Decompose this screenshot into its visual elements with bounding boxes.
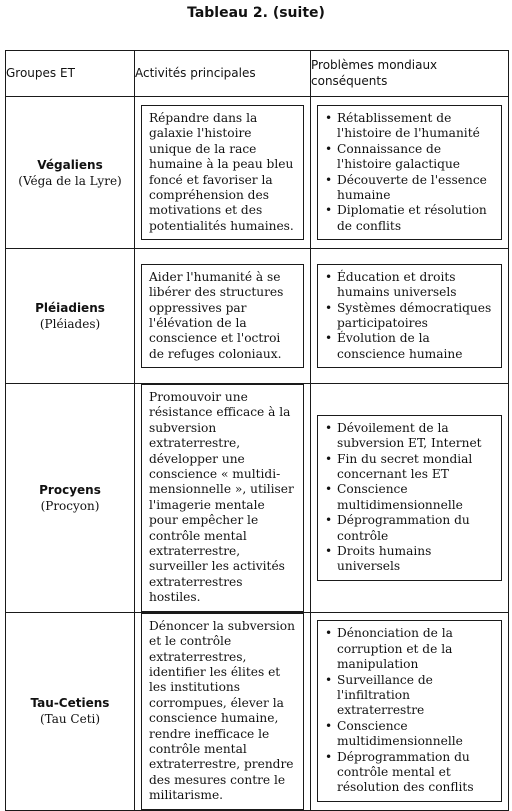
group-cell: [6, 97, 135, 249]
list-item: • Dénonciation de la corruption et de la manipulation: [325, 626, 494, 672]
list-item: • Systèmes démocratiques participatoires: [325, 301, 494, 332]
activity-text: Promouvoir une résistance efficace à la subversion extraterrestre, développer une conscience « multidi-mensionnelle », utiliser l'imagerie mentale pour empêcher le contrôle mental extraterrestre, surveiller les activités extraterrestres hostiles.: [141, 384, 304, 612]
list-item: • Rétablissement de l'histoire de l'humanité: [325, 111, 494, 142]
list-item: • Déprogrammation du contrôle mental et résolution des conflits: [325, 750, 494, 796]
header-activities: Activités principales: [135, 51, 311, 97]
group-name: Tau-Cetiens: [30, 696, 110, 711]
table-row: [6, 249, 509, 384]
list-item: • Droits humains universels: [325, 544, 494, 575]
group-origin: (Procyon): [40, 498, 100, 513]
group-cell: [6, 612, 135, 810]
table-row: [6, 612, 509, 810]
header-groups: Groupes ET: [6, 51, 135, 97]
list-item: • Éducation et droits humains universels: [325, 270, 494, 301]
group-name: Pléiadiens: [35, 301, 105, 315]
problems-cell: [311, 612, 509, 810]
problems-list: [325, 270, 494, 362]
table-title: Tableau 2. (suite): [187, 5, 325, 21]
list-item: • Connaissance de l'histoire galactique: [325, 142, 494, 173]
problems-list: [325, 626, 494, 795]
header-row: [6, 51, 509, 97]
problems-cell: [311, 384, 509, 613]
list-item: • Dévoilement de la subversion ET, Internet: [325, 421, 494, 452]
header-problems: Problèmes mondiaux conséquents: [311, 51, 509, 97]
list-item: • Fin du secret mondial concernant les ET: [325, 452, 494, 483]
table-row: [6, 384, 509, 613]
problems-list: [325, 421, 494, 575]
activity-cell: [135, 384, 311, 613]
list-item: • Évolution de la conscience humaine: [325, 331, 494, 362]
activity-text: Dénoncer la subversion et le contrôle extraterrestres, identifier les élites et les institutions corrompues, élever la conscience humaine, rendre inefficace le contrôle mental extraterrestre, prendre des mesures contre le militarisme.: [141, 613, 304, 810]
group-name: Végaliens: [37, 157, 103, 172]
activity-cell: [135, 97, 311, 249]
problems-cell: [311, 249, 509, 384]
list-item: • Conscience multidimensionnelle: [325, 482, 494, 513]
list-item: • Déprogrammation du contrôle: [325, 513, 494, 544]
list-item: • Diplomatie et résolution de conflits: [325, 203, 494, 234]
group-origin: (Tau Ceti): [39, 712, 101, 727]
list-item: • Conscience multidimensionnelle: [325, 719, 494, 750]
et-groups-table: [5, 50, 509, 811]
table-row: [6, 97, 509, 249]
group-name: Procyens: [39, 482, 101, 497]
problems-list: [325, 111, 494, 234]
activity-text: Aider l'humanité à se libérer des structures oppressives par l'élévation de la conscience et l'octroi de refuges coloniaux.: [141, 264, 304, 368]
group-cell: [6, 249, 135, 384]
group-origin: (Pléiades): [39, 317, 101, 331]
problems-cell: [311, 97, 509, 249]
list-item: • Découverte de l'essence humaine: [325, 173, 494, 204]
group-origin: (Véga de la Lyre): [18, 173, 122, 188]
activity-text: Répandre dans la galaxie l'histoire unique de la race humaine à la peau bleu foncé et favoriser la compréhension des motivations et des potentialités humaines.: [141, 105, 304, 240]
activity-cell: [135, 249, 311, 384]
list-item: • Surveillance de l'infiltration extraterrestre: [325, 673, 494, 719]
activity-cell: [135, 612, 311, 810]
group-cell: [6, 384, 135, 613]
